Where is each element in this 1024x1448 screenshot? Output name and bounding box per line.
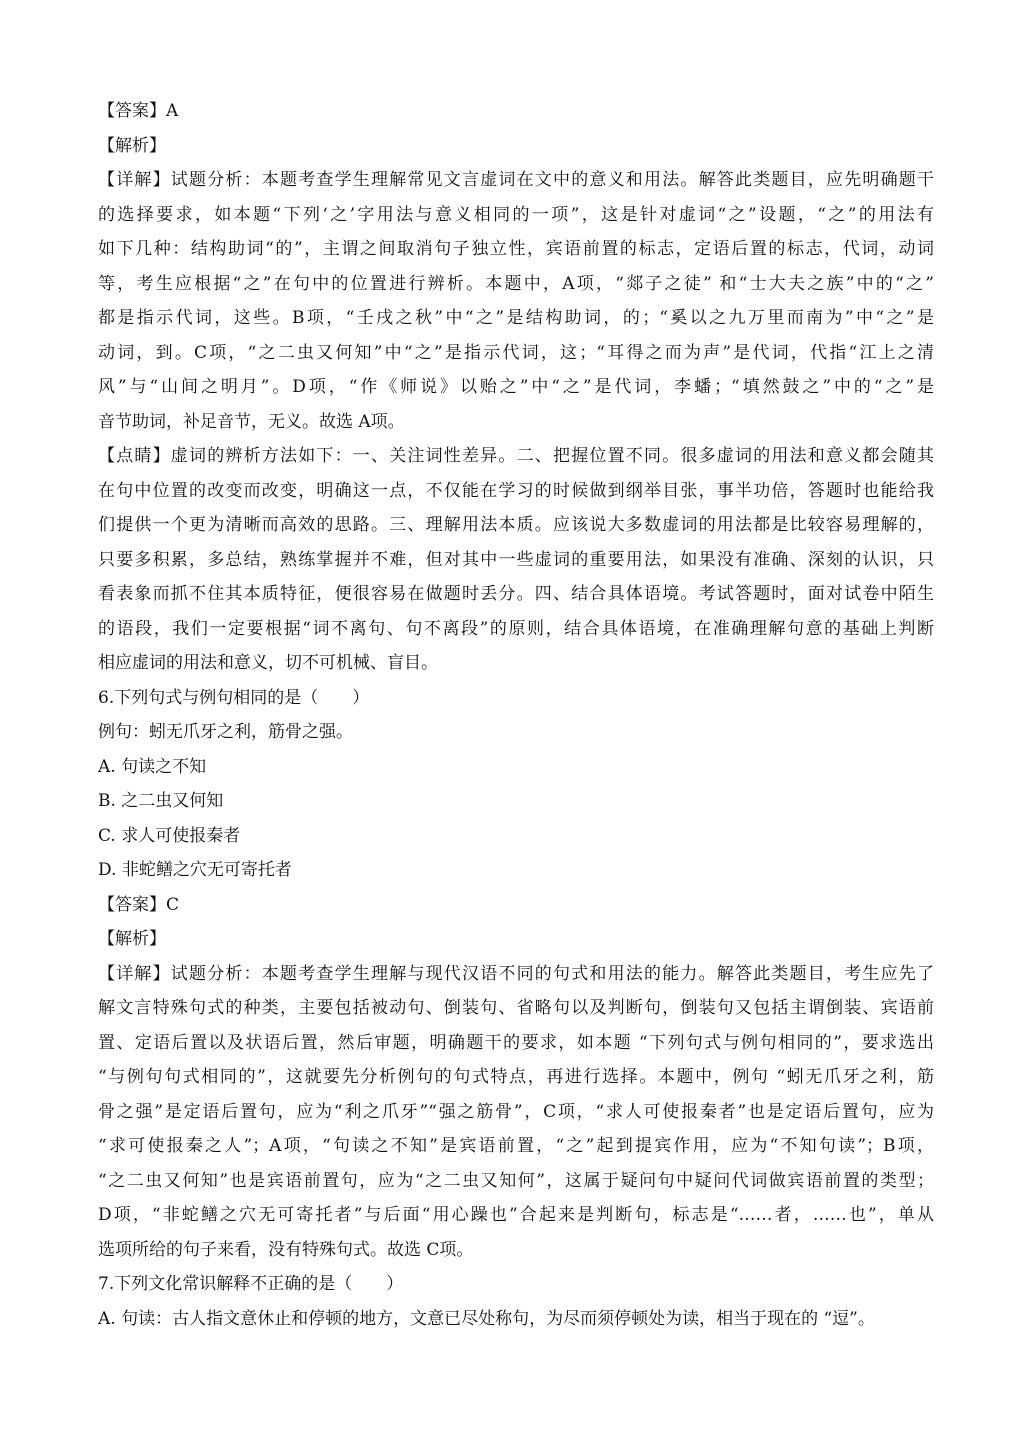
text-line: “之二虫又何知”也是宾语前置句，应为“之二虫又知何”，这属于疑问句中疑问代词做宾语前置的类型； [98, 1170, 934, 1191]
text-line: 都是指示代词，这些。B项，“壬戌之秋”中“之”是结构助词，的；“奚以之九万里而南为”中“之”是 [98, 308, 934, 328]
text-line: 相应虚词的用法和意义，切不可机械、盲目。 [98, 653, 438, 673]
question-6-option-d [98, 853, 934, 888]
detailed-explanation-paragraph [98, 957, 934, 1268]
text-line: 例句：蚓无爪牙之利，筋骨之强。 [98, 722, 353, 742]
text-line: 选项所给的句子来看，没有特殊句式。故选 C项。 [98, 1239, 474, 1260]
text-line: 骨之强”是定语后置句，应为“利之爪牙”“强之筋骨”，C项，“求人可使报秦者”也是定语后置句，应为 [98, 1101, 934, 1122]
text-line: 6.下列句式与例句相同的是（ ） [98, 687, 370, 708]
answer-label [98, 888, 934, 923]
text-line: 【解析】 [98, 135, 166, 156]
text-line: 们提供一个更为清晰而高效的思路。三、理解用法本质。应该说大多数虚词的用法都是比较容易理解的， [98, 515, 934, 535]
text-line: 风”与“山间之明月”。D项，“作《师说》以贻之”中“之”是代词，李蟠；“填然鼓之”中的“之”是 [98, 377, 934, 397]
text-line: 在句中位置的改变而改变，明确这一点，不仅能在学习的时候做到纲举目张，事半功倍，答题时也能给我 [98, 480, 934, 501]
text-line: 如下几种：结构助词“的”，主谓之间取消句子独立性，宾语前置的标志，定语后置的标志，代词，动词 [98, 239, 934, 259]
question-6-stem [98, 681, 934, 716]
question-6-example [98, 715, 934, 750]
question-6-option-b [98, 784, 934, 819]
text-line: 【答案】A [98, 101, 179, 121]
text-line: 置、定语后置以及状语后置，然后审题，明确题干的要求，如本题 “下列句式与例句相同的”，要求选出 [98, 1032, 934, 1053]
answer-label [98, 94, 934, 129]
text-line: 看表象而抓不住其本质特征，便很容易在做题时丢分。四、结合具体语境。考试答题时，面对试卷中陌生 [98, 584, 934, 604]
text-line: 只要多积累，多总结，熟练掌握并不难，但对其中一些虚词的重要用法，如果没有准确、深刻的认识，只 [98, 549, 934, 570]
text-line: A. 句读：古人指文意休止和停顿的地方，文意已尽处称句，为尽而须停顿处为读，相当于现在的 “逗”。 [98, 1308, 875, 1329]
text-line: 【详解】试题分析：本题考查学生理解常见文言虚词在文中的意义和用法。解答此类题目，应先明确题干 [98, 170, 934, 190]
text-line: 解文言特殊句式的种类，主要包括被动句、倒装句、省略句以及判断句，倒装句又包括主谓倒装、宾语前 [98, 998, 934, 1018]
text-line: C. 求人可使报秦者 [98, 825, 241, 846]
text-line: 等，考生应根据“之”在句中的位置进行辨析。本题中，A项，“郯子之徒” 和“士大夫之族”中的“之” [98, 273, 934, 294]
text-line: B. 之二虫又何知 [98, 791, 224, 811]
text-line: 动词，到。C项，“之二虫又何知”中“之”是指示代词，这；“耳得之而为声”是代词，代指“江上之清 [98, 342, 934, 363]
text-line: 【详解】试题分析：本题考查学生理解与现代汉语不同的句式和用法的能力。解答此类题目，考生应先了 [98, 963, 934, 984]
question-7-stem [98, 1267, 934, 1302]
analysis-label [98, 129, 934, 164]
text-line: D项，“非蛇鳝之穴无可寄托者”与后面“用心躁也”合起来是判断句，标志是“……者，……也”，单从 [98, 1205, 934, 1225]
text-line: 7.下列文化常识解释不正确的是（ ） [98, 1274, 404, 1294]
text-line: 【点睛】虚词的辨析方法如下：一、关注词性差异。二、把握位置不同。很多虚词的用法和意义都会随其 [98, 446, 934, 466]
question-7-option-a [98, 1302, 934, 1337]
text-line: “与例句句式相同的”，这就要先分析例句的句式特点，再进行选择。本题中，例句 “蚓无爪牙之利，筋 [98, 1067, 934, 1087]
text-line: 音节助词，补足音节，无义。故选 A项。 [98, 411, 405, 432]
text-line: A. 句读之不知 [98, 756, 207, 777]
question-6-option-a [98, 750, 934, 785]
analysis-label [98, 922, 934, 957]
text-line: 的选择要求，如本题“下列‘之’字用法与意义相同的一项”，这是针对虚词“之”设题，“之”的用法有 [98, 204, 934, 225]
text-line: “求可使报秦之人”；A项，“句读之不知”是宾语前置，“之”起到提宾作用，应为“不知句读”；B项， [98, 1136, 934, 1156]
text-line: 【解析】 [98, 929, 166, 949]
text-line: D. 非蛇鳝之穴无可寄托者 [98, 860, 292, 880]
question-6-option-c [98, 819, 934, 854]
text-line: 的语段，我们一定要根据“词不离句、句不离段”的原则，结合具体语境，在准确理解句意的基础上判断 [98, 618, 934, 639]
key-point-paragraph [98, 439, 934, 681]
detailed-explanation-paragraph [98, 163, 934, 439]
text-line: 【答案】C [98, 894, 180, 915]
